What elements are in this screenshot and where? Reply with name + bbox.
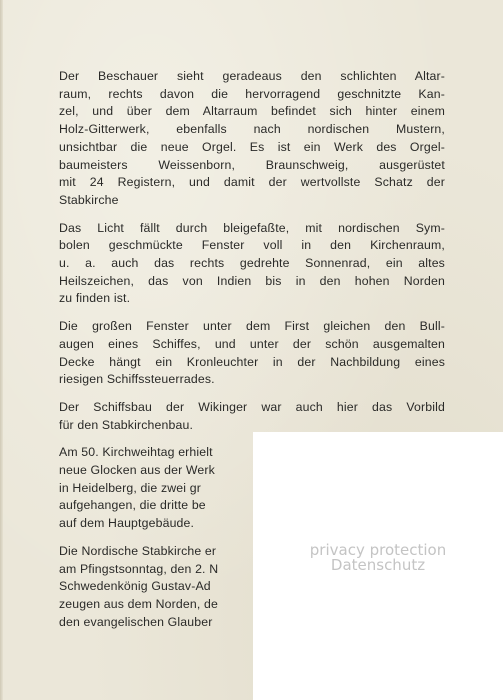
text-line: zel, und über dem Altarraum befindet sich hinter einem [59,104,445,119]
privacy-line-german: Datenschutz [330,556,426,574]
text-line: mit 24 Registern, und damit der wertvollste Schatz der [59,175,445,190]
text-line: den evangelischen Glauber [59,614,213,629]
paragraph-altarraum [59,68,445,210]
text-line: augen eines Schiffes, und unter der schön ausgemalten [59,336,445,351]
text-line: Am 50. Kirchweihtag erhielt [59,445,213,460]
privacy-watermark [253,543,503,573]
text-line: riesigen Schiffssteuerrades. [59,372,215,387]
text-line: unsichtbar die neue Orgel. Es ist ein Werk des Orgel- [59,139,445,154]
text-line: Das Licht fällt durch bleigefaßte, mit nordischen Sym- [59,220,445,235]
text-line: aufgehangen, die dritte be [59,498,206,513]
text-line: baumeisters Weissenborn, Braunschweig, ausgerüstet [59,157,445,172]
text-line: u. a. auch das rechts gedrehte Sonnenrad, ein altes [59,256,445,271]
text-line: neue Glocken aus der Werk [59,463,215,478]
text-line: Der Schiffsbau der Wikinger war auch hier das Vorbild [59,399,445,414]
text-line: Die großen Fenster unter dem First gleichen den Bull- [59,319,445,334]
text-line: am Pfingstsonntag, den 2. N [59,561,219,576]
privacy-line-english: privacy protection [309,541,447,559]
text-line: Decke hängt ein Kronleuchter in der Nachbildung eines [59,354,445,369]
paragraph-schiffsbau [59,399,445,434]
paragraph-fenster [59,318,445,389]
text-line: für den Stabkirchenbau. [59,417,194,432]
text-line: in Heidelberg, die zwei gr [59,480,201,495]
text-line: Der Beschauer sieht geradeaus den schlichten Altar- [59,69,445,83]
text-line: raum, rechts davon die hervorragend geschnitzte Kan- [59,86,445,101]
text-line: Stabkirche [59,192,119,207]
text-line: Die Nordische Stabkirche er [59,543,217,558]
text-line: bolen geschmückte Fenster voll in den Kirchenraum, [59,238,445,253]
privacy-overlay [253,432,503,700]
text-line: auf dem Hauptgebäude. [59,516,195,531]
text-line: zeugen aus dem Norden, de [59,596,218,611]
text-line: Heilszeichen, das von Indien bis in den hohen Norden [59,273,445,288]
paragraph-licht [59,220,445,309]
paper-edge [0,0,3,700]
text-line: Holz-Gitterwerk, ebenfalls nach nordischen Mustern, [59,122,445,137]
text-line: zu finden ist. [59,291,131,306]
text-line: Schwedenkönig Gustav-Ad [59,579,211,594]
